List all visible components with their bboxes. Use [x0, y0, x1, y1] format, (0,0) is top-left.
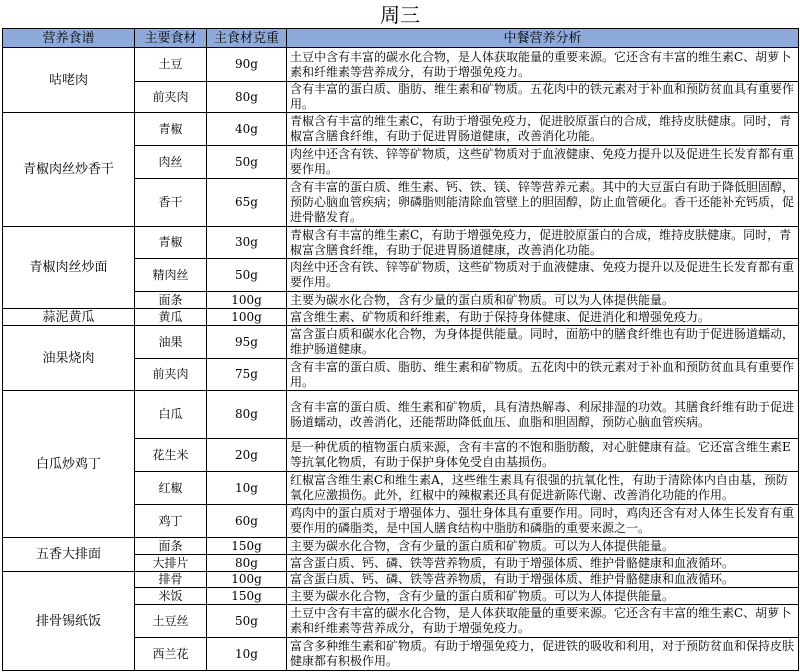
dish-name: 咕咾肉	[3, 48, 135, 113]
analysis-cell: 土豆中含有丰富的碳水化合物，是人体获取能量的重要来源。它还含有丰富的维生素C、胡萝卜素和纤维素等营养成分，有助于增强免疫力。	[287, 605, 799, 638]
ingredient-cell: 土豆丝	[135, 605, 207, 638]
weight-cell: 100g	[207, 292, 287, 309]
table-row	[3, 572, 799, 588]
ingredient-cell: 白瓜	[135, 391, 207, 439]
analysis-cell: 含有丰富的蛋白质、维生素、钙、铁、镁、锌等营养元素。其中的大豆蛋白有助于降低胆固醇，预防心脑血管疾病；卵磷脂则能清除血管壁上的胆固醇，防止血管硬化。香干还能补充钙质，促进骨骼发育。	[287, 179, 799, 227]
weight-cell: 50g	[207, 146, 287, 179]
table-row	[3, 309, 799, 326]
dish-name: 青椒肉丝炒面	[3, 227, 135, 309]
weight-cell: 75g	[207, 359, 287, 391]
weight-cell: 65g	[207, 179, 287, 227]
page-title: 周三	[380, 3, 420, 27]
analysis-cell: 肉丝中还含有铁、锌等矿物质，这些矿物质对于血液健康、免疫力提升以及促进生长发育都有重要作用。	[287, 259, 799, 292]
dish-name: 油果烧肉	[3, 326, 135, 391]
ingredient-cell: 面条	[135, 538, 207, 555]
weight-cell: 50g	[207, 605, 287, 638]
analysis-cell: 是一种优质的植物蛋白质来源，含有丰富的不饱和脂肪酸，对心脏健康有益。它还富含维生素E等抗氧化物质，有助于保护身体免受自由基损伤。	[287, 439, 799, 472]
analysis-cell: 主要为碳水化合物，含有少量的蛋白质和矿物质。可以为人体提供能量。	[287, 292, 799, 309]
analysis-cell: 土豆中含有丰富的碳水化合物，是人体获取能量的重要来源。它还含有丰富的维生素C、胡萝卜素和纤维素等营养成分，有助于增强免疫力。	[287, 48, 799, 82]
weight-cell: 30g	[207, 227, 287, 259]
dish-name: 青椒肉丝炒香干	[3, 113, 135, 227]
analysis-cell: 肉丝中还含有铁、锌等矿物质，这些矿物质对于血液健康、免疫力提升以及促进生长发育都有重要作用。	[287, 146, 799, 179]
analysis-cell: 含有丰富的蛋白质、脂肪、维生素和矿物质。五花肉中的铁元素对于补血和预防贫血具有重要作用。	[287, 82, 799, 113]
dish-name: 五香大排面	[3, 538, 135, 572]
analysis-cell: 青椒含有丰富的维生素C，有助于增强免疫力，促进胶原蛋白的合成，维持皮肤健康。同时，青椒富含膳食纤维，有助于促进胃肠道健康，改善消化功能。	[287, 227, 799, 259]
weight-cell: 100g	[207, 309, 287, 326]
table-row	[3, 326, 799, 359]
ingredient-cell: 大排片	[135, 555, 207, 572]
ingredient-cell: 精肉丝	[135, 259, 207, 292]
analysis-cell: 富含蛋白质和碳水化合物，为身体提供能量。同时，面筋中的膳食纤维也有助于促进肠道蠕动，维护肠道健康。	[287, 326, 799, 359]
ingredient-cell: 香干	[135, 179, 207, 227]
weight-cell: 80g	[207, 555, 287, 572]
weight-cell: 90g	[207, 48, 287, 82]
nutrition-table	[2, 28, 799, 671]
weight-cell: 60g	[207, 505, 287, 538]
dish-name: 排骨锡纸饭	[3, 572, 135, 671]
ingredient-cell: 排骨	[135, 572, 207, 588]
ingredient-cell: 前夹肉	[135, 82, 207, 113]
header-analysis: 中餐营养分析	[287, 29, 799, 48]
weight-cell: 150g	[207, 588, 287, 605]
analysis-cell: 富含多种维生素和矿物质。有助于增强免疫力，促进铁的吸收和利用，对于预防贫血和保持皮肤健康都有积极作用。	[287, 638, 799, 671]
analysis-cell: 富含蛋白质、钙、磷、铁等营养物质，有助于增强体质、维护骨骼健康和血液循环。	[287, 572, 799, 588]
weight-cell: 80g	[207, 391, 287, 439]
dish-name: 白瓜炒鸡丁	[3, 391, 135, 538]
weight-cell: 10g	[207, 472, 287, 505]
analysis-cell: 含有丰富的蛋白质、脂肪、维生素和矿物质。五花肉中的铁元素对于补血和预防贫血具有重要作用。	[287, 359, 799, 391]
ingredient-cell: 花生米	[135, 439, 207, 472]
header-ingredient: 主要食材	[135, 29, 207, 48]
weight-cell: 95g	[207, 326, 287, 359]
ingredient-cell: 西兰花	[135, 638, 207, 671]
table-row	[3, 538, 799, 555]
analysis-cell: 青椒含有丰富的维生素C，有助于增强免疫力，促进胶原蛋白的合成，维持皮肤健康。同时，青椒富含膳食纤维，有助于促进胃肠道健康，改善消化功能。	[287, 113, 799, 146]
header-weight: 主食材克重	[207, 29, 287, 48]
weight-cell: 10g	[207, 638, 287, 671]
analysis-cell: 富含维生素、矿物质和纤维素，有助于保持身体健康、促进消化和增强免疫力。	[287, 309, 799, 326]
header-row	[3, 29, 799, 48]
analysis-cell: 富含蛋白质、钙、磷、铁等营养物质，有助于增强体质、维护骨骼健康和血液循环。	[287, 555, 799, 572]
analysis-cell: 含有丰富的蛋白质、维生素和矿物质，具有清热解毒、利尿排湿的功效。其膳食纤维有助于促进肠道蠕动，改善消化，还能帮助降低血压、血脂和胆固醇，预防心脑血管疾病。	[287, 391, 799, 439]
table-row	[3, 113, 799, 146]
analysis-cell: 鸡肉中的蛋白质对于增强体力、强壮身体具有重要作用。同时，鸡肉还含有对人体生长发育有重要作用的磷脂类，是中国人膳食结构中脂肪和磷脂的重要来源之一。	[287, 505, 799, 538]
ingredient-cell: 青椒	[135, 227, 207, 259]
ingredient-cell: 红椒	[135, 472, 207, 505]
ingredient-cell: 面条	[135, 292, 207, 309]
weight-cell: 50g	[207, 259, 287, 292]
weight-cell: 150g	[207, 538, 287, 555]
analysis-cell: 主要为碳水化合物，含有少量的蛋白质和矿物质。可以为人体提供能量。	[287, 588, 799, 605]
table-body	[3, 48, 799, 671]
ingredient-cell: 肉丝	[135, 146, 207, 179]
ingredient-cell: 土豆	[135, 48, 207, 82]
header-dish: 营养食谱	[3, 29, 135, 48]
ingredient-cell: 前夹肉	[135, 359, 207, 391]
analysis-cell: 红椒富含维生素C和维生素A，这些维生素具有很强的抗氧化性，有助于清除体内自由基，预防氧化应激损伤。此外，红椒中的辣椒素还具有促进新陈代谢、改善消化功能的作用。	[287, 472, 799, 505]
weight-cell: 100g	[207, 572, 287, 588]
ingredient-cell: 青椒	[135, 113, 207, 146]
table-row	[3, 48, 799, 82]
weight-cell: 20g	[207, 439, 287, 472]
analysis-cell: 主要为碳水化合物，含有少量的蛋白质和矿物质。可以为人体提供能量。	[287, 538, 799, 555]
table-row	[3, 391, 799, 439]
weight-cell: 40g	[207, 113, 287, 146]
ingredient-cell: 鸡丁	[135, 505, 207, 538]
ingredient-cell: 油果	[135, 326, 207, 359]
dish-name: 蒜泥黄瓜	[3, 309, 135, 326]
table-row	[3, 227, 799, 259]
ingredient-cell: 黄瓜	[135, 309, 207, 326]
ingredient-cell: 米饭	[135, 588, 207, 605]
weight-cell: 80g	[207, 82, 287, 113]
